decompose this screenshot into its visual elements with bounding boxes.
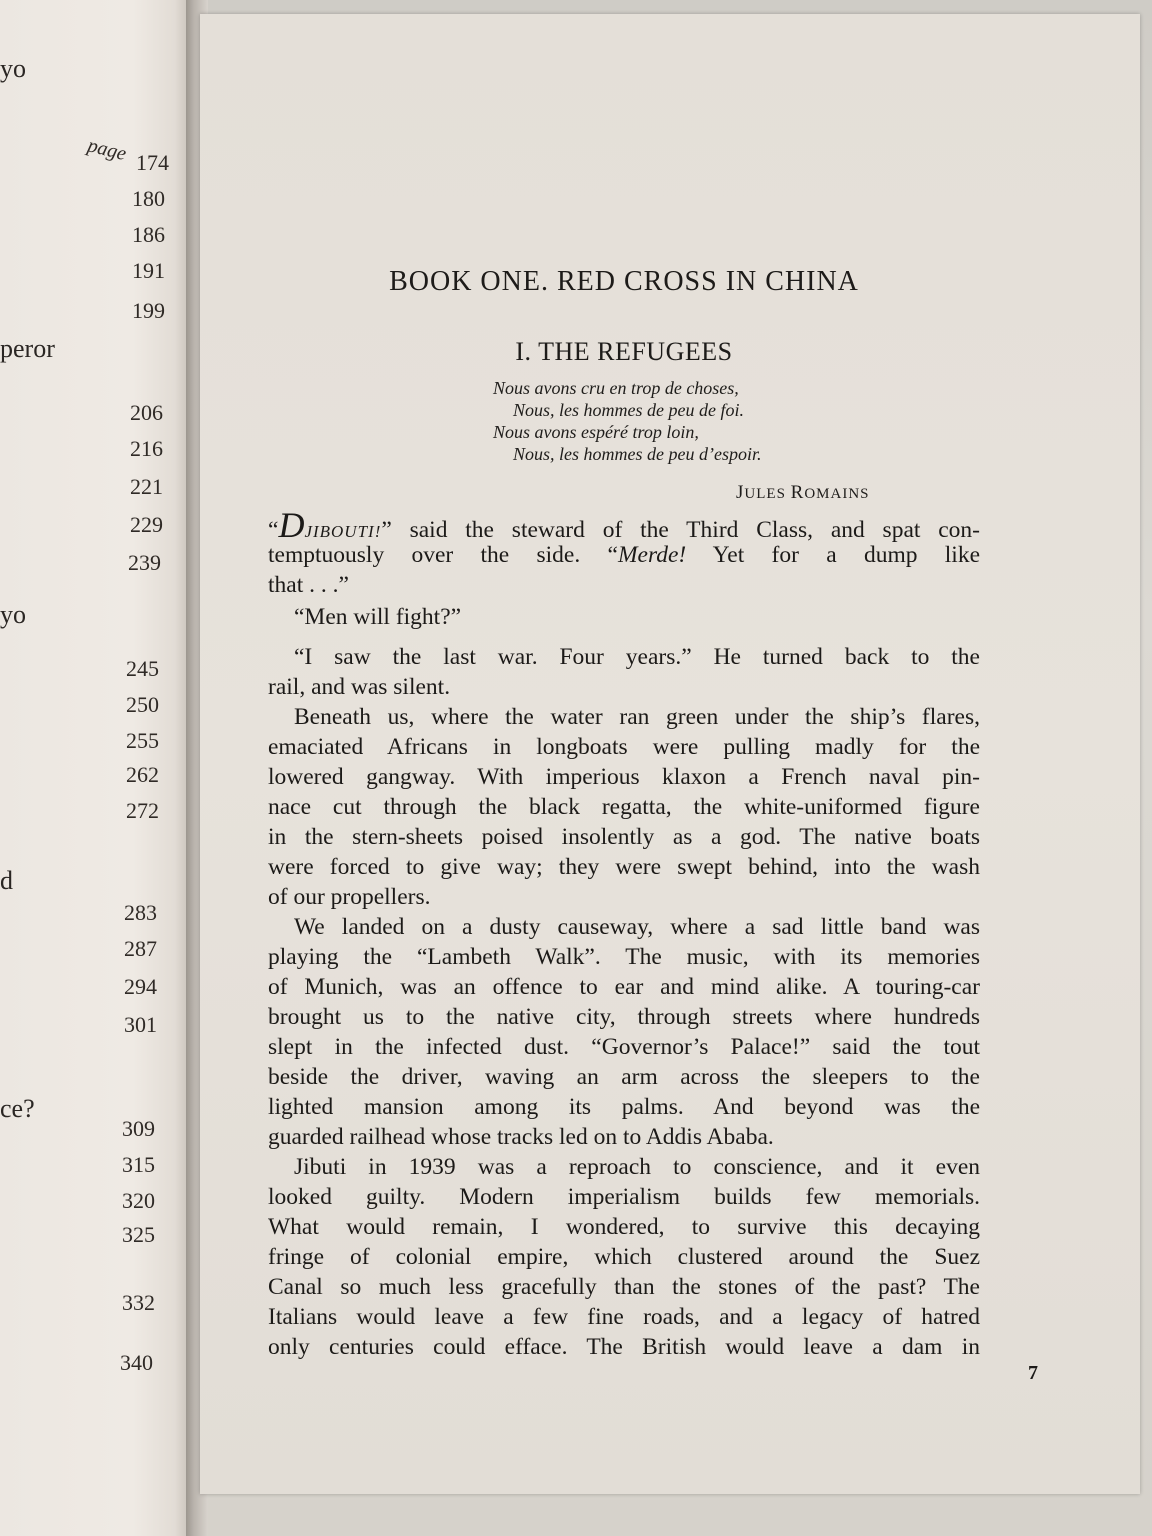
toc-page-number: 294 bbox=[124, 974, 157, 999]
left-fragment: ce? bbox=[0, 1094, 35, 1123]
body-line: lighted mansion among its palms. And beyond was the bbox=[268, 1094, 980, 1120]
toc-page-number: 221 bbox=[130, 474, 163, 499]
left-fragment: peror bbox=[0, 334, 55, 363]
body-line: that . . .” bbox=[268, 572, 349, 598]
body-line: looked guilty. Modern imperialism builds few memorials. bbox=[268, 1184, 980, 1210]
left-fragment: yo bbox=[0, 600, 26, 629]
page-number: 7 bbox=[1028, 1362, 1038, 1384]
body-line: Italians would leave a few fine roads, and a legacy of hatred bbox=[268, 1304, 980, 1330]
body-line: slept in the infected dust. “Governor’s Palace!” said the tout bbox=[268, 1034, 980, 1060]
body-line: “DJIBOUTI!” said the steward of the Third Class, and spat con- bbox=[268, 505, 980, 545]
toc-page-number: 186 bbox=[132, 222, 165, 247]
body-line: Beneath us, where the water ran green under the ship’s flares, bbox=[294, 704, 980, 730]
toc-page-number: 216 bbox=[130, 436, 163, 461]
body-line: playing the “Lambeth Walk”. The music, with its memories bbox=[268, 944, 980, 970]
book-title: BOOK ONE. RED CROSS IN CHINA bbox=[389, 266, 859, 297]
epigraph-author: JULES ROMAINS bbox=[736, 482, 870, 503]
body-line: fringe of colonial empire, which clustered around the Suez bbox=[268, 1244, 980, 1270]
epigraph-line: Nous avons espéré trop loin, bbox=[493, 422, 699, 442]
toc-page-number: 174 bbox=[136, 150, 169, 175]
body-line: were forced to give way; they were swept behind, into the wash bbox=[268, 854, 980, 880]
toc-page-number: 250 bbox=[126, 692, 159, 717]
toc-page-number: 315 bbox=[122, 1152, 155, 1177]
toc-page-number: 191 bbox=[132, 258, 165, 283]
page-label: page bbox=[85, 134, 129, 166]
toc-page-number: 255 bbox=[126, 728, 159, 753]
left-fragment: yo bbox=[0, 54, 26, 83]
body-line: in the stern-sheets poised insolently as a god. The native boats bbox=[268, 824, 980, 850]
toc-page-number: 239 bbox=[128, 550, 161, 575]
toc-page-number: 340 bbox=[120, 1350, 153, 1375]
body-line: “Men will fight?” bbox=[294, 604, 462, 630]
toc-page-number: 287 bbox=[124, 936, 157, 961]
body-line: brought us to the native city, through streets where hundreds bbox=[268, 1004, 980, 1030]
left-fragment: d bbox=[0, 866, 13, 895]
body-line: nace cut through the black regatta, the white-uniformed figure bbox=[268, 794, 980, 820]
left-page bbox=[0, 0, 190, 1536]
body-line: What would remain, I wondered, to survive this decaying bbox=[268, 1214, 980, 1240]
toc-page-number: 320 bbox=[122, 1188, 155, 1213]
toc-page-number: 332 bbox=[122, 1290, 155, 1315]
toc-page-number: 325 bbox=[122, 1222, 155, 1247]
toc-page-number: 301 bbox=[124, 1012, 157, 1037]
body-line: temptuously over the side. “Merde! Yet for a dump like bbox=[268, 542, 980, 568]
chapter-title: I. THE REFUGEES bbox=[515, 337, 733, 366]
epigraph-line: Nous, les hommes de peu de foi. bbox=[513, 400, 744, 420]
toc-page-number: 229 bbox=[130, 512, 163, 537]
body-line: guarded railhead whose tracks led on to Addis Ababa. bbox=[268, 1124, 774, 1150]
body-line: emaciated Africans in longboats were pulling madly for the bbox=[268, 734, 980, 760]
body-line: of Munich, was an offence to ear and mind alike. A touring-car bbox=[268, 974, 980, 1000]
body-line: We landed on a dusty causeway, where a sad little band was bbox=[294, 914, 980, 940]
toc-page-number: 199 bbox=[132, 298, 165, 323]
toc-page-number: 272 bbox=[126, 798, 159, 823]
body-line: of our propellers. bbox=[268, 884, 431, 910]
body-line: beside the driver, waving an arm across the sleepers to the bbox=[268, 1064, 980, 1090]
body-line: rail, and was silent. bbox=[268, 674, 451, 700]
body-line: only centuries could efface. The British would leave a dam in bbox=[268, 1334, 980, 1360]
body-line: Canal so much less gracefully than the stones of the past? The bbox=[268, 1274, 980, 1300]
toc-page-number: 206 bbox=[130, 400, 163, 425]
body-line: lowered gangway. With imperious klaxon a French naval pin- bbox=[268, 764, 980, 790]
body-line: Jibuti in 1939 was a reproach to conscience, and it even bbox=[294, 1154, 980, 1180]
body-line: “I saw the last war. Four years.” He turned back to the bbox=[294, 644, 980, 670]
toc-page-number: 180 bbox=[132, 186, 165, 211]
epigraph-line: Nous avons cru en trop de choses, bbox=[493, 378, 739, 398]
toc-page-number: 309 bbox=[122, 1116, 155, 1141]
right-page bbox=[200, 14, 1140, 1494]
toc-page-number: 262 bbox=[126, 762, 159, 787]
epigraph-line: Nous, les hommes de peu d’espoir. bbox=[513, 444, 762, 464]
toc-page-number: 245 bbox=[126, 656, 159, 681]
toc-page-number: 283 bbox=[124, 900, 157, 925]
